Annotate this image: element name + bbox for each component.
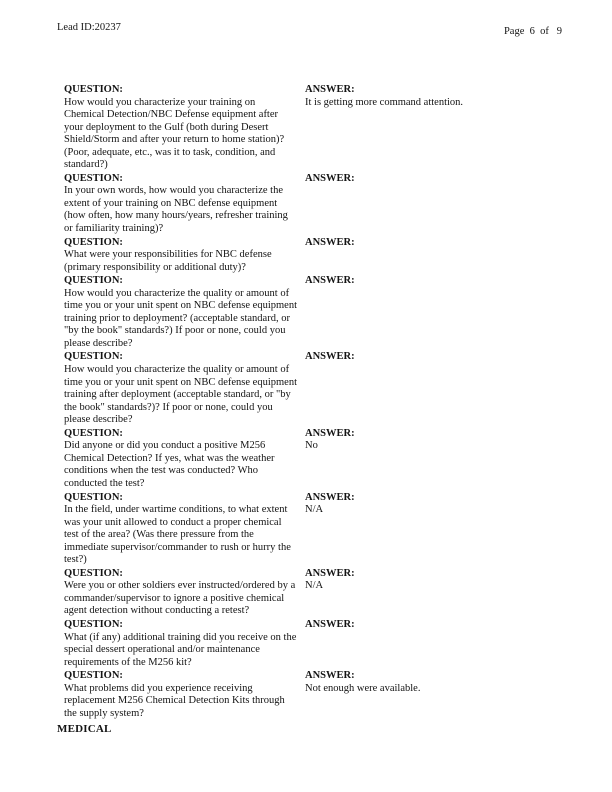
answer-label: ANSWER:: [305, 236, 355, 248]
question-text: In your own words, how would you characterize the extent of your training on NBC defense equipment (how often, how many hours/years, refresher training or familiarity training)?: [64, 185, 288, 235]
answer-column: [305, 84, 556, 109]
answer-label: ANSWER:: [305, 427, 355, 439]
question-text: How would you characterize your training on Chemical Detection/NBC Defense equipment after your deployment to the Gulf (both during Desert Shield/Storm and after your return to home station)? (Poor, adequate, etc., was it to task, condition, and standard?): [64, 96, 285, 171]
page-number: Page 6 of 9: [503, 26, 562, 37]
page-header: [57, 22, 562, 37]
qa-row: [64, 275, 556, 350]
question-label: QUESTION:: [64, 84, 123, 95]
answer-column: [305, 237, 556, 250]
answer-text: N/A: [305, 504, 324, 516]
answer-label: ANSWER:: [305, 84, 355, 95]
question-text: In the field, under wartime conditions, to what extent was your unit allowed to conduct a proper chemical test of the area? (Was there pressure from the immediate supervisor/commander to rush or hurry the test?): [64, 504, 291, 566]
question-label: QUESTION:: [64, 236, 123, 248]
question-text: How would you characterize the quality or amount of time you or your unit spent on NBC defense equipment training after deployment (acceptable standard, or "by the book" standards?)? If poor or none, could you please describe?: [64, 364, 298, 426]
answer-label: ANSWER:: [305, 172, 355, 184]
question-column: [64, 670, 305, 720]
qa-row: [64, 568, 556, 618]
question-text: What problems did you experience receiving replacement M256 Chemical Detection Kits through the supply system?: [64, 682, 285, 719]
qa-row: [64, 84, 556, 172]
question-column: [64, 275, 305, 350]
question-text: Did anyone or did you conduct a positive M256 Chemical Detection? If yes, what was the weather conditions when the test was conducted? Who conducted the test?: [64, 440, 275, 489]
answer-column: [305, 492, 556, 517]
question-label: QUESTION:: [64, 427, 123, 439]
lead-id: Lead ID:20237: [57, 22, 121, 33]
question-text: What were your responsibilities for NBC defense (primary responsibility or additional duty)?: [64, 249, 272, 273]
answer-column: [305, 619, 556, 632]
question-column: [64, 351, 305, 426]
answer-text: It is getting more command attention.: [305, 96, 464, 108]
answer-label: ANSWER:: [305, 491, 355, 503]
answer-text: N/A: [305, 580, 324, 592]
answer-column: [305, 428, 556, 453]
qa-list: [64, 84, 556, 721]
answer-text: Not enough were available.: [305, 682, 421, 694]
question-label: QUESTION:: [64, 491, 123, 503]
section-heading-medical: MEDICAL: [57, 723, 112, 735]
answer-label: ANSWER:: [305, 567, 355, 579]
answer-label: ANSWER:: [305, 351, 355, 363]
question-label: QUESTION:: [64, 567, 123, 579]
answer-label: ANSWER:: [305, 618, 355, 630]
question-column: [64, 492, 305, 567]
question-column: [64, 173, 305, 236]
question-label: QUESTION:: [64, 275, 123, 287]
question-label: QUESTION:: [64, 172, 123, 184]
answer-column: [305, 275, 556, 288]
question-text: How would you characterize the quality or amount of time you or your unit spent on NBC defense equipment training prior to deployment? (acceptable standard, or "by the book" standards?) If poor or none, could you please describe?: [64, 287, 298, 349]
question-text: What (if any) additional training did you receive on the special dessert operational and/or maintenance requirements of the M256 kit?: [64, 631, 297, 668]
qa-row: [64, 619, 556, 669]
question-column: [64, 237, 305, 275]
qa-row: [64, 428, 556, 491]
qa-row: [64, 351, 556, 426]
question-label: QUESTION:: [64, 670, 123, 682]
qa-row: [64, 492, 556, 567]
question-text: Were you or other soldiers ever instructed/ordered by a commander/supervisor to ignore a positive chemical agent detection without conducting a retest?: [64, 580, 296, 617]
question-column: [64, 428, 305, 491]
question-label: QUESTION:: [64, 618, 123, 630]
qa-row: [64, 670, 556, 720]
question-label: QUESTION:: [64, 351, 123, 363]
answer-column: [305, 351, 556, 364]
answer-column: [305, 670, 556, 695]
question-column: [64, 568, 305, 618]
answer-column: [305, 568, 556, 593]
question-column: [64, 84, 305, 172]
question-column: [64, 619, 305, 669]
qa-row: [64, 237, 556, 275]
answer-label: ANSWER:: [305, 275, 355, 287]
answer-text: No: [305, 440, 318, 452]
answer-column: [305, 173, 556, 186]
qa-row: [64, 173, 556, 236]
answer-label: ANSWER:: [305, 670, 355, 682]
